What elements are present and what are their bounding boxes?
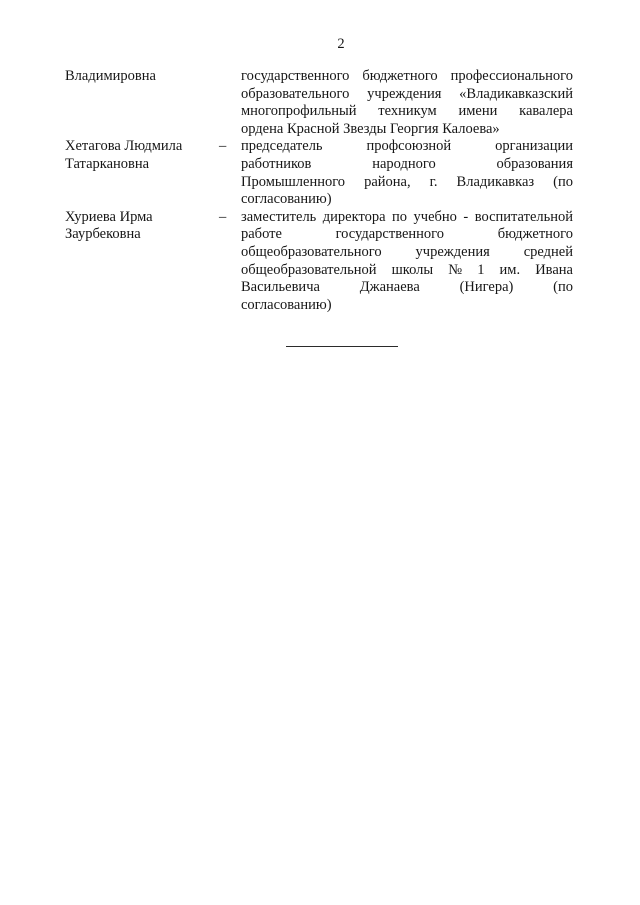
- word: председатель: [241, 138, 323, 155]
- page-number: 2: [337, 36, 345, 52]
- word: государственного: [241, 68, 350, 84]
- word: Промышленного: [241, 173, 346, 190]
- word: работников: [241, 155, 312, 172]
- word: Владикавказ: [456, 173, 535, 190]
- word: образовательного: [241, 85, 350, 102]
- word: Ивана: [535, 261, 573, 278]
- word: им.: [499, 261, 521, 278]
- word: учреждения: [367, 85, 442, 102]
- word: директора: [322, 208, 386, 225]
- member-position: [241, 209, 573, 315]
- word: (Нигера): [459, 279, 514, 296]
- word: (по: [553, 279, 573, 296]
- word: организации: [495, 138, 573, 155]
- description-line: [241, 86, 573, 104]
- word: 1: [477, 261, 485, 278]
- word: Васильевича: [241, 279, 320, 296]
- dash-separator: [215, 68, 241, 138]
- member-position: [241, 68, 573, 138]
- description-line: [241, 244, 573, 262]
- word: по: [392, 208, 408, 225]
- member-position: [241, 138, 573, 208]
- word: школы: [391, 261, 434, 278]
- word: -: [463, 208, 469, 225]
- word: «Владикавказский: [459, 85, 573, 102]
- description-line: согласованию): [241, 296, 332, 313]
- word: народного: [372, 155, 436, 172]
- description-line: [241, 226, 573, 244]
- description-line: [241, 103, 573, 121]
- word: Джанаева: [359, 279, 420, 296]
- word: бюджетного: [362, 68, 438, 84]
- word: средней: [523, 243, 573, 260]
- description-line: [241, 279, 573, 297]
- word: №: [448, 261, 463, 278]
- word: кавалера: [519, 103, 573, 120]
- word: работе: [241, 226, 282, 243]
- member-name: [65, 138, 215, 208]
- description-line: [241, 138, 573, 156]
- end-separator-line: [286, 346, 398, 347]
- description-line: [241, 262, 573, 280]
- name-line: Хетагова Людмила: [65, 138, 183, 155]
- word: учебно: [413, 208, 457, 225]
- word: многопрофильный: [241, 103, 357, 120]
- word: воспитательной: [474, 208, 573, 225]
- name-line: Хуриева Ирма: [65, 208, 153, 225]
- name-line: Татаркановна: [65, 155, 150, 172]
- description-line: согласованию): [241, 191, 332, 208]
- word: профсоюзной: [366, 138, 452, 155]
- name-line: Владимировна: [65, 68, 156, 84]
- member-name: [65, 68, 215, 138]
- member-name: [65, 209, 215, 315]
- description-line: [241, 68, 573, 86]
- word: учреждения: [415, 243, 490, 260]
- member-entry: [65, 68, 573, 138]
- word: профессионального: [450, 68, 573, 84]
- word: общеобразовательной: [241, 261, 377, 278]
- dash-separator: –: [219, 138, 227, 155]
- description-line: ордена Красной Звезды Георгия Калоева»: [241, 120, 500, 137]
- word: (по: [553, 173, 573, 190]
- word: государственного: [335, 226, 445, 243]
- description-line: [241, 156, 573, 174]
- word: бюджетного: [497, 226, 573, 243]
- dash-separator: –: [219, 208, 227, 225]
- member-entry: [65, 138, 573, 208]
- word: общеобразовательного: [241, 243, 382, 260]
- member-list: [65, 68, 573, 314]
- description-line: [241, 174, 573, 192]
- word: техникум: [378, 103, 437, 120]
- member-entry: [65, 209, 573, 315]
- name-line: Заурбековна: [65, 226, 141, 243]
- description-line: [241, 209, 573, 227]
- word: образования: [496, 155, 573, 172]
- word: имени: [458, 103, 498, 120]
- word: заместитель: [241, 208, 317, 225]
- word: г.: [429, 173, 438, 190]
- word: района,: [364, 173, 411, 190]
